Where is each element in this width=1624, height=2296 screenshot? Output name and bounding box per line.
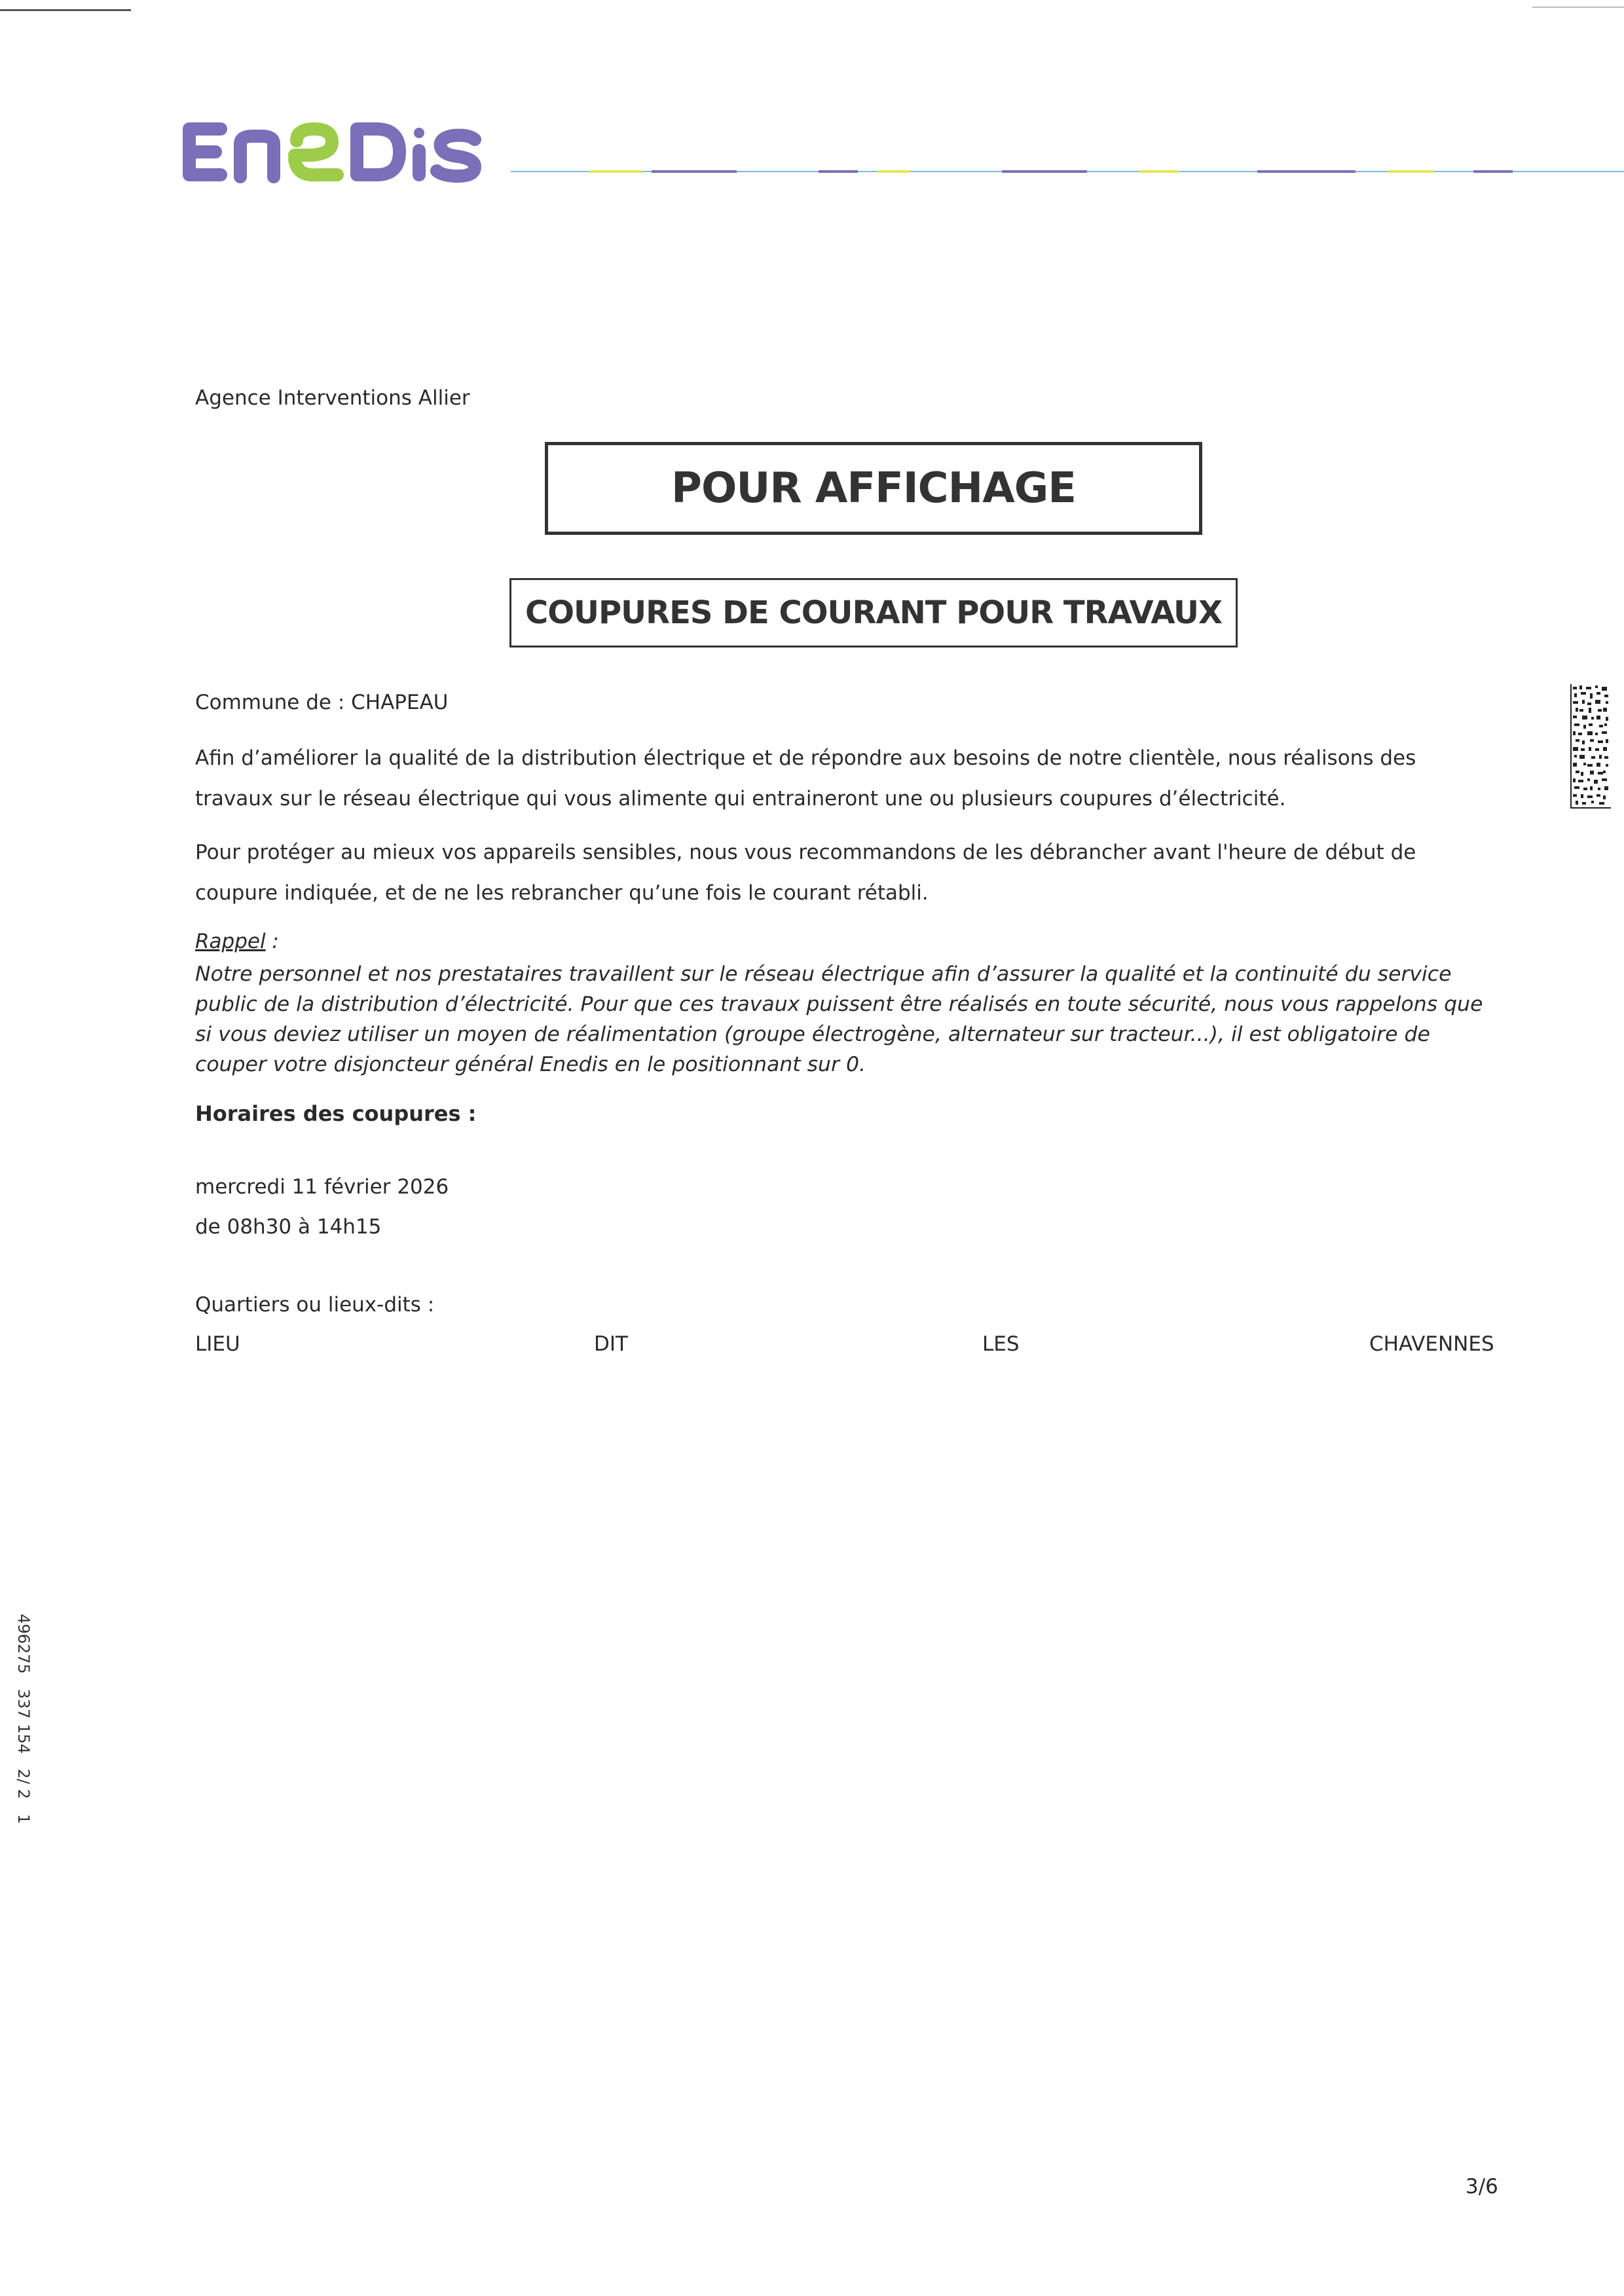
rappel-label-suffix: : bbox=[265, 930, 279, 953]
scan-edge-line-left bbox=[0, 9, 131, 11]
datamatrix-code-icon bbox=[1570, 684, 1611, 809]
lieu-dit-word: LIEU bbox=[195, 1332, 240, 1356]
horaires-heading: Horaires des coupures : bbox=[195, 1101, 477, 1126]
lieu-dit-word: LES bbox=[982, 1332, 1020, 1356]
enedis-logo bbox=[180, 115, 488, 190]
title-box bbox=[545, 442, 1202, 535]
page-number: 3/6 bbox=[1466, 2175, 1498, 2198]
quartiers-heading: Quartiers ou lieux-dits : bbox=[195, 1293, 435, 1317]
subtitle-text: COUPURES DE COURANT POUR TRAVAUX bbox=[525, 594, 1223, 631]
outage-date: mercredi 11 février 2026 bbox=[195, 1175, 449, 1199]
side-reference-code: 496275 337 154 2/ 2 1 bbox=[14, 1614, 33, 1825]
rappel-text: Notre personnel et nos prestataires travaillent sur le réseau électrique afin d’assurer la qualité et la continuité du service public de la distribution d’électricité. Pour que ces travaux puissent être réalisés en toute sécurité, nous vous rappelons que si vous deviez utiliser un moyen de réalimentation (groupe électrogène, alternateur sur tracteur...), il est obligatoire de couper votre disjoncteur général Enedis en le positionnant sur 0. bbox=[195, 962, 1483, 1076]
header-divider bbox=[511, 169, 1624, 174]
subtitle-box bbox=[509, 578, 1238, 647]
rappel-heading bbox=[195, 930, 279, 953]
lieu-dit-word: CHAVENNES bbox=[1369, 1332, 1494, 1356]
agency-name: Agence Interventions Allier bbox=[195, 386, 470, 410]
rappel-label: Rappel bbox=[195, 930, 266, 953]
outage-time: de 08h30 à 14h15 bbox=[195, 1215, 382, 1239]
lieu-dit-word: DIT bbox=[594, 1332, 628, 1356]
scan-edge-line-right bbox=[1532, 7, 1624, 8]
advice-paragraph: Pour protéger au mieux vos appareils sensibles, nous vous recommandons de les débrancher avant l'heure de début de coupure indiquée, et de ne les rebrancher qu’une fois le courant rétabli. bbox=[195, 841, 1416, 905]
title-text: POUR AFFICHAGE bbox=[671, 464, 1076, 513]
commune-line: Commune de : CHAPEAU bbox=[195, 691, 449, 714]
intro-paragraph: Afin d’améliorer la qualité de la distribution électrique et de répondre aux besoins de notre clientèle, nous réalisons des travaux sur le réseau électrique qui vous alimente qui entraineront une ou plusieurs coupures d’électricité. bbox=[195, 746, 1416, 811]
